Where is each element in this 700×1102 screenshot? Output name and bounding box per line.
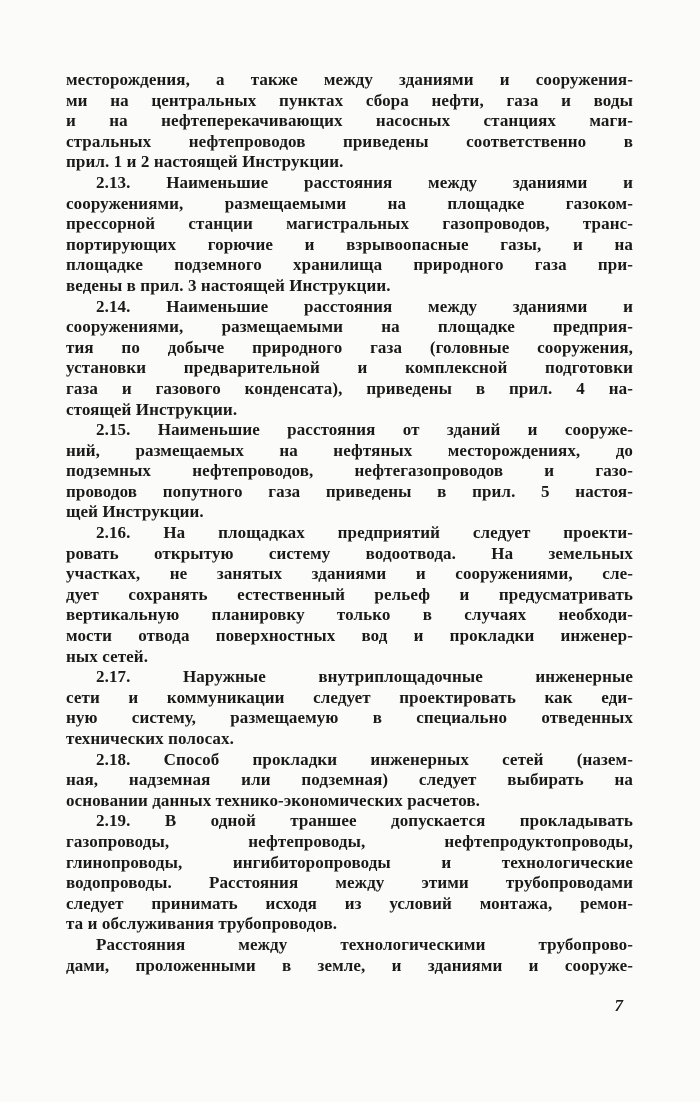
text-line: газопроводы, нефтепроводы, нефтепродуктопроводы, bbox=[66, 831, 633, 851]
paragraph-clause-2.16 bbox=[66, 523, 633, 667]
paragraph-clause-2.13 bbox=[66, 173, 633, 297]
text-line: 2.17. Наружные внутриплощадочные инженерные bbox=[96, 667, 633, 687]
text-line: ную систему, размещаемую в специально отведенных bbox=[66, 708, 633, 728]
text-line: щей Инструкции. bbox=[66, 502, 204, 522]
text-line: ровать открытую систему водоотвода. На земельных bbox=[66, 543, 633, 563]
text-line: ных сетей. bbox=[66, 646, 149, 666]
text-line: участках, не занятых зданиями и сооружениями, сле- bbox=[66, 564, 633, 584]
page-number: 7 bbox=[614, 996, 623, 1015]
text-line: 2.14. Наименьшие расстояния между зданиями и bbox=[96, 296, 633, 316]
paragraph-clause-2.15 bbox=[66, 420, 633, 523]
text-line: прессорной станции магистральных газопроводов, транс- bbox=[66, 214, 633, 234]
text-line: 2.16. На площадках предприятий следует проекти- bbox=[96, 523, 633, 543]
text-line: ведены в прил. 3 настоящей Инструкции. bbox=[66, 275, 391, 295]
text-line: площадке подземного хранилища природного газа при- bbox=[66, 255, 633, 275]
paragraph-clause-2.14 bbox=[66, 297, 633, 421]
text-line: 2.15. Наименьшие расстояния от зданий и сооруже- bbox=[96, 420, 633, 440]
text-line: 2.18. Способ прокладки инженерных сетей (назем- bbox=[96, 749, 633, 769]
text-line: месторождения, а также между зданиями и сооружения- bbox=[66, 70, 633, 89]
paragraph-continuation-from-previous-page bbox=[66, 70, 633, 173]
text-line: подземных нефтепроводов, нефтегазопроводов и газо- bbox=[66, 461, 633, 481]
paragraph-clause-2.18 bbox=[66, 750, 633, 812]
text-line: глинопроводы, ингибиторопроводы и технологические bbox=[66, 852, 633, 872]
text-line: ми на центральных пунктах сбора нефти, газа и воды bbox=[66, 90, 633, 110]
text-line: газа и газового конденсата), приведены в прил. 4 на- bbox=[66, 378, 633, 398]
text-line: и на нефтеперекачивающих насосных станциях маги- bbox=[66, 111, 633, 131]
text-line: та и обслуживания трубопроводов. bbox=[66, 914, 338, 934]
text-block bbox=[66, 70, 633, 976]
text-line: 2.19. В одной траншее допускается прокладывать bbox=[96, 811, 633, 831]
paragraph-clause-2.17 bbox=[66, 667, 633, 749]
text-line: Расстояния между технологическими трубопрово- bbox=[96, 934, 633, 954]
text-line: тия по добыче природного газа (головные сооружения, bbox=[66, 337, 633, 357]
text-line: стоящей Инструкции. bbox=[66, 399, 238, 419]
text-line: прил. 1 и 2 настоящей Инструкции. bbox=[66, 152, 344, 172]
text-line: проводов попутного газа приведены в прил. 5 настоя- bbox=[66, 481, 633, 501]
text-line: сооружениями, размещаемыми на площадке предприя- bbox=[66, 317, 633, 337]
text-line: мости отвода поверхностных вод и прокладки инженер- bbox=[66, 626, 633, 646]
text-line: дует сохранять естественный рельеф и предусматривать bbox=[66, 584, 633, 604]
text-line: водопроводы. Расстояния между этими трубопроводами bbox=[66, 873, 633, 893]
text-line: ний, размещаемых на нефтяных месторождениях, до bbox=[66, 440, 633, 460]
text-line: стральных нефтепроводов приведены соответственно в bbox=[66, 131, 633, 151]
text-line: 2.13. Наименьшие расстояния между зданиями и bbox=[96, 172, 633, 192]
text-line: технических полосах. bbox=[66, 729, 234, 748]
paragraph-paragraph-continues-next-page bbox=[66, 935, 633, 976]
text-line: вертикальную планировку только в случаях необходи- bbox=[66, 605, 633, 625]
text-line: сети и коммуникации следует проектировать как еди- bbox=[66, 687, 633, 707]
text-line: установки предварительной и комплексной подготовки bbox=[66, 358, 633, 378]
text-line: портирующих горючие и взрывоопасные газы, и на bbox=[66, 234, 633, 254]
text-line: сооружениями, размещаемыми на площадке газоком- bbox=[66, 193, 633, 213]
text-line: ная, надземная или подземная) следует выбирать на bbox=[66, 770, 633, 790]
text-line: следует принимать исходя из условий монтажа, ремон- bbox=[66, 893, 633, 913]
text-line: основании данных технико-экономических расчетов. bbox=[66, 790, 481, 810]
text-line: дами, проложенными в земле, и зданиями и сооруже- bbox=[66, 955, 633, 975]
paragraph-clause-2.19 bbox=[66, 811, 633, 935]
